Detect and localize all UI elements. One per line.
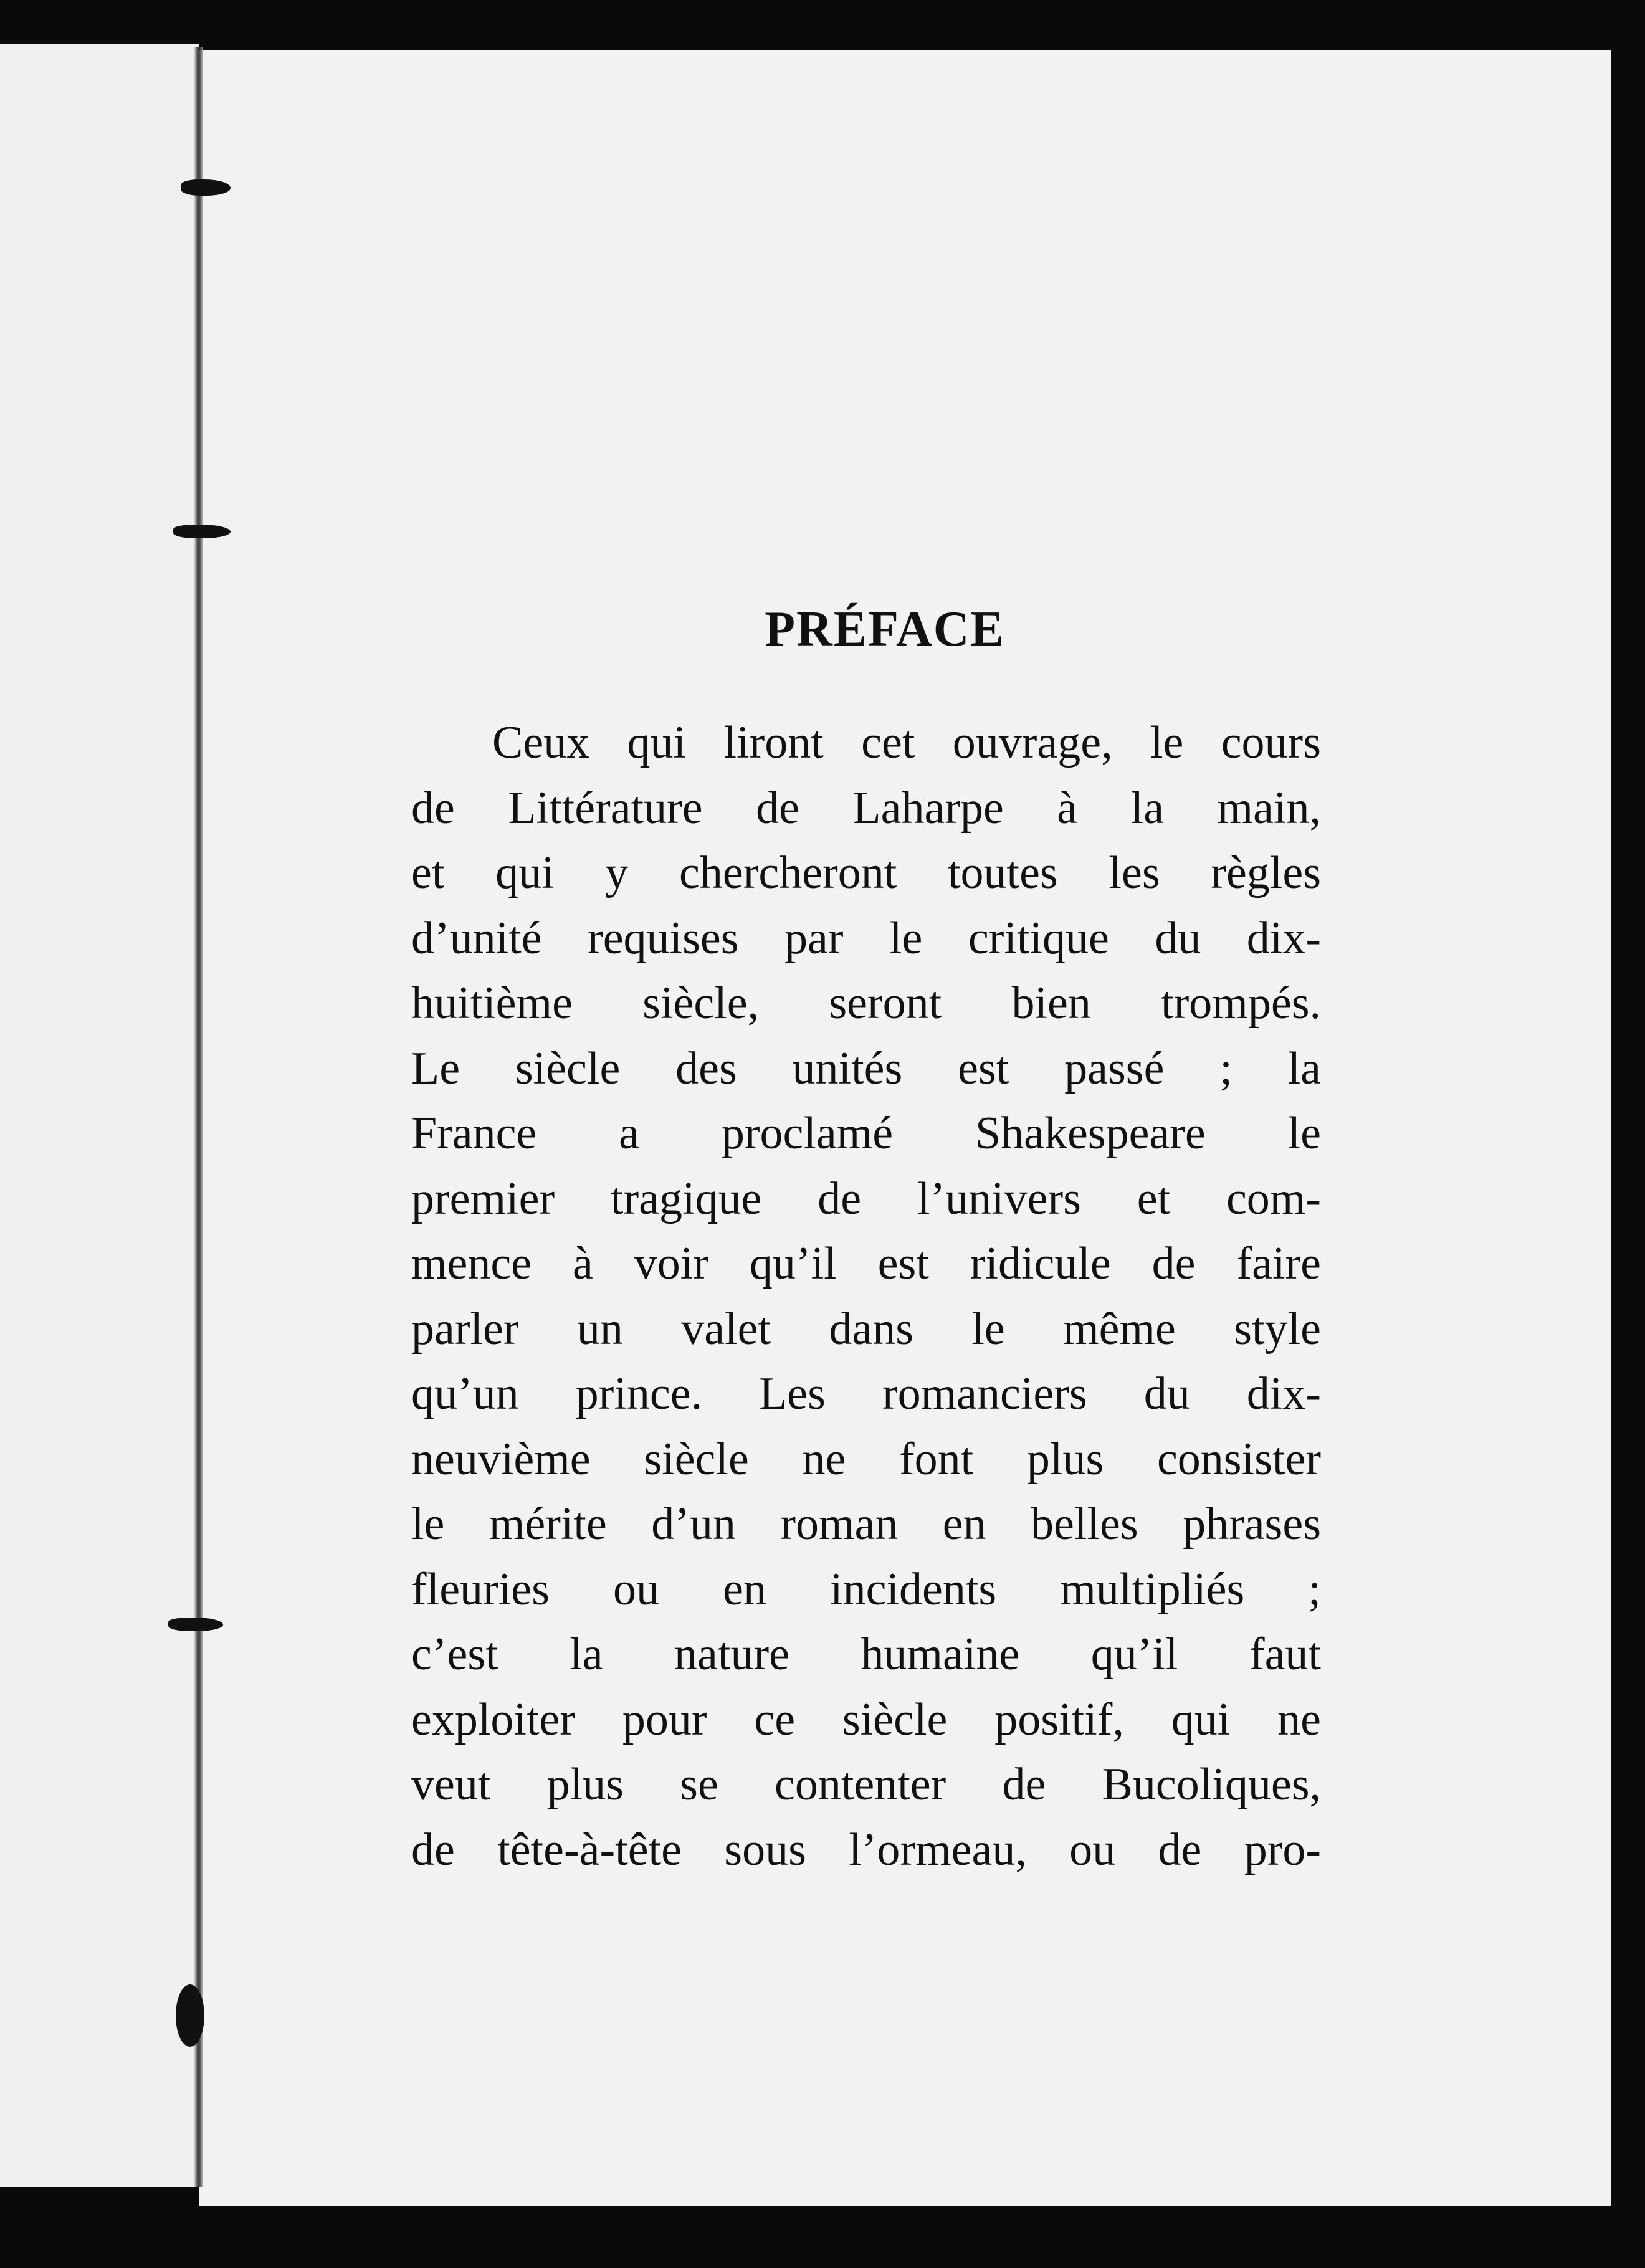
text-line: France a proclamé Shakespeare le <box>411 1108 1321 1159</box>
binding-thread <box>194 47 203 2187</box>
text-line: mence à voir qu’il est ridicule de faire <box>411 1238 1321 1289</box>
binding-stitch <box>181 179 231 196</box>
text-line: exploiter pour ce siècle positif, qui ne <box>411 1694 1321 1745</box>
text-line: huitième siècle, seront bien trompés. <box>411 978 1321 1029</box>
text-line: d’unité requises par le critique du dix- <box>411 912 1321 964</box>
text-line: premier tragique de l’univers et com- <box>411 1173 1321 1224</box>
text-line: qu’un prince. Les romanciers du dix- <box>411 1368 1321 1419</box>
body-text <box>411 710 1321 1882</box>
binding-stitch <box>168 1618 223 1631</box>
text-line: Le siècle des unités est passé ; la <box>411 1042 1321 1094</box>
text-line: fleuries ou en incidents multipliés ; <box>411 1563 1321 1615</box>
text-line: le mérite d’un roman en belles phrases <box>411 1498 1321 1550</box>
page-title: PRÉFACE <box>765 602 1005 657</box>
previous-page-edge <box>0 44 199 2187</box>
text-line: veut plus se contenter de Bucoliques, <box>411 1759 1321 1810</box>
binding-stitch <box>176 1984 204 2047</box>
text-line: de Littérature de Laharpe à la main, <box>411 782 1321 834</box>
text-line: et qui y chercheront toutes les règles <box>411 847 1321 898</box>
text-line: Ceux qui liront cet ouvrage, le cours <box>492 717 1321 768</box>
text-line: neuvième siècle ne font plus consister <box>411 1433 1321 1485</box>
text-line: parler un valet dans le même style <box>411 1303 1321 1355</box>
text-line: de tête-à-tête sous l’ormeau, ou de pro- <box>411 1824 1321 1875</box>
text-line: c’est la nature humaine qu’il faut <box>411 1629 1321 1680</box>
binding-stitch <box>173 525 231 538</box>
